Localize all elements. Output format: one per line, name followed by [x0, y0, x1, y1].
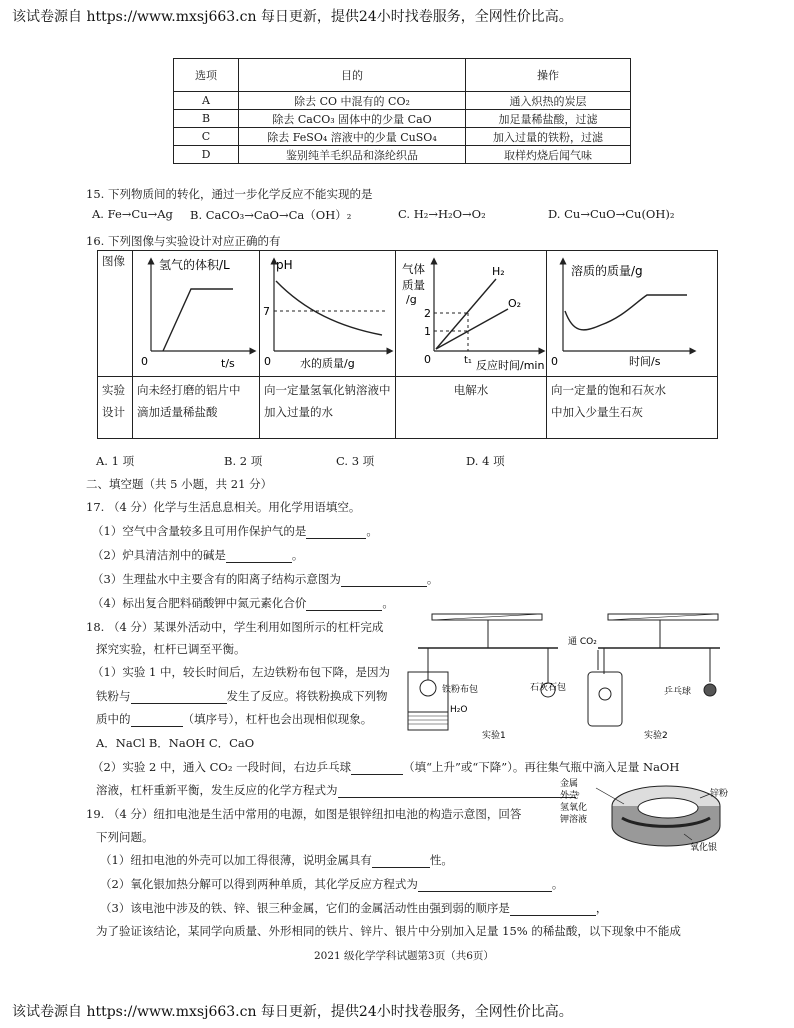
q17-item-text: （3）生理盐水中主要含有的阳离子结构示意图为: [92, 572, 341, 586]
q18-text: 质中的: [96, 712, 131, 726]
design-line: 中加入少量生石灰: [551, 405, 643, 419]
graph-ylabel: pH: [276, 258, 293, 272]
q15-option-a: A. Fe→Cu→Ag: [92, 207, 173, 221]
q19-text: （1）纽扣电池的外壳可以加工得很薄，说明金属具有: [100, 853, 372, 867]
graph-origin: 0: [551, 355, 558, 368]
graph-hydrogen-volume: [133, 251, 259, 373]
graph-cell-3: [396, 251, 547, 377]
graph-cell-4: [547, 251, 718, 377]
q18-text: （2）实验 2 中，通入 CO₂ 一段时间，右边乒乓球: [92, 760, 352, 774]
figure-caption: 实验2: [644, 731, 668, 741]
q17-item-text: （2）炉具清洁剂中的碱是: [92, 548, 226, 562]
table-header: 操作: [466, 59, 631, 92]
figure-label: 乒乓球: [664, 687, 692, 697]
q19-p2: [100, 876, 563, 892]
table-cell: 除去 CaCO₃ 固体中的少量 CaO: [239, 110, 466, 128]
table-row: [174, 110, 631, 128]
table-cell: B: [174, 110, 239, 128]
table-cell: 鉴别纯羊毛织品和涤纶织品: [239, 146, 466, 164]
q19-text: 性。: [429, 853, 453, 867]
figure-label: 氢氧化: [560, 803, 588, 813]
answer-blank[interactable]: [418, 891, 552, 892]
graph-ylabel: 质量: [402, 278, 425, 292]
design-line: 滴加适量稀盐酸: [137, 405, 218, 419]
design-cell-3: [396, 377, 547, 439]
q19-text: （2）氧化银加热分解可以得到两种单质，其化学反应方程式为: [100, 877, 418, 891]
q17-item-3: （3）生理盐水中主要含有的阳离子结构示意图为 。: [92, 572, 439, 586]
row-label-line: 设计: [102, 405, 125, 419]
graph-origin: 0: [264, 355, 271, 368]
table-cell: 加足量稀盐酸，过滤: [466, 110, 631, 128]
answer-blank[interactable]: [131, 703, 227, 704]
graph-cell-1: [133, 251, 260, 377]
design-line: 向未经打磨的铝片中: [137, 383, 241, 397]
q18-p1: （1）实验 1 中，较长时间后，左边铁粉布包下降，是因为: [92, 665, 390, 679]
bottom-banner: 该试卷源自 https://www.mxsj663.cn 每日更新，提供24小时找卷服务，全网性价比高。: [12, 1004, 573, 1020]
answer-blank[interactable]: [131, 726, 183, 727]
graph-tick: 7: [263, 305, 270, 318]
q18-text: 发生了反应。将铁粉换成下列物: [226, 689, 388, 703]
table-cell: 除去 FeSO₄ 溶液中的少量 CuSO₄: [239, 128, 466, 146]
figure-label: 外壳: [560, 791, 579, 801]
q16-option-c: C. 3 项: [336, 454, 375, 468]
table-cell: 取样灼烧后闻气味: [466, 146, 631, 164]
answer-blank[interactable]: [226, 562, 292, 563]
graph-tick: 2: [424, 307, 431, 320]
table-row: [174, 128, 631, 146]
table-row: [98, 377, 718, 439]
options-table: [173, 58, 631, 164]
lever-experiment-figure: [398, 612, 724, 750]
row-label: [98, 377, 133, 439]
answer-blank[interactable]: [510, 915, 596, 916]
figure-label: 通 CO₂: [568, 637, 597, 647]
q18-text: 溶液，杠杆重新平衡，发生反应的化学方程式为: [96, 783, 338, 797]
graph-xlabel: 时间/s: [629, 355, 661, 368]
q18-p2: [96, 782, 587, 798]
q15-option-b: B. CaCO₃→CaO→Ca（OH）₂: [190, 208, 352, 222]
graph-electrolysis: [396, 251, 546, 373]
answer-blank[interactable]: [341, 586, 427, 587]
table-cell: A: [174, 92, 239, 110]
graph-xlabel: t/s: [221, 357, 235, 370]
table-header: 选项: [174, 59, 239, 92]
answer-blank[interactable]: [372, 867, 430, 868]
q16-option-a: A. 1 项: [96, 454, 135, 468]
q19-p3: [100, 900, 607, 916]
design-line: 加入过量的水: [264, 405, 333, 419]
table-cell: D: [174, 146, 239, 164]
q18-stem: 探究实验，杠杆已调至平衡。: [96, 642, 246, 656]
q19-p1: [100, 852, 453, 868]
graph-xlabel: 反应时间/min: [476, 359, 545, 372]
graph-ylabel: /g: [406, 293, 417, 306]
graph-ylabel: 氢气的体积/L: [159, 258, 230, 272]
q15-option-c: C. H₂→H₂O→O₂: [398, 207, 486, 221]
q16-stem: 16. 下列图像与实验设计对应正确的有: [86, 234, 281, 248]
q19-p4: 为了验证该结论，某同学向质量、外形相同的铁片、锌片、银片中分别加入足量 15% 的稀盐酸，以下现象中不能成: [96, 924, 681, 938]
graph-solute-mass: [547, 251, 697, 373]
design-line: 电解水: [453, 383, 489, 397]
q16-option-d: D. 4 项: [466, 454, 505, 468]
q18-text: 。: [575, 783, 587, 797]
q17-item-text: （4）标出复合肥料硝酸钾中氮元素化合价: [92, 596, 307, 610]
graph-xtick: t₁: [464, 355, 472, 366]
answer-blank[interactable]: [351, 774, 403, 775]
top-banner: 该试卷源自 https://www.mxsj663.cn 每日更新，提供24小时找卷服务，全网性价比高。: [12, 9, 573, 25]
graph-ylabel: 溶质的质量/g: [571, 264, 643, 278]
design-line: 向一定量的饱和石灰水: [551, 383, 666, 397]
q18-stem: 18. （4 分）某课外活动中，学生利用如图所示的杠杆完成: [86, 620, 384, 634]
graph-series-label: O₂: [508, 297, 522, 310]
graph-series-label: H₂: [492, 265, 505, 278]
q15-stem: 15. 下列物质间的转化，通过一步化学反应不能实现的是: [86, 187, 373, 201]
q17-item-2: （2）炉具清洁剂中的碱是 。: [92, 548, 304, 562]
q19-text: 。: [551, 877, 564, 891]
q17-item-text: （1）空气中含量较多且可用作保护气的是: [92, 524, 307, 538]
table-header: 目的: [239, 59, 466, 92]
figure-label: 锌粉: [710, 789, 728, 799]
button-battery-figure: [560, 774, 728, 858]
q19-text: ，: [595, 901, 608, 915]
graph-xlabel: 水的质量/g: [300, 357, 355, 370]
graph-ph: [260, 251, 395, 373]
q18-options: A．NaCl B．NaOH C．CaO: [96, 736, 255, 750]
table-cell: 加入过量的铁粉，过滤: [466, 128, 631, 146]
q18-p2: [92, 759, 679, 775]
q18-text: 铁粉与: [96, 689, 131, 703]
table-header-row: [174, 59, 631, 92]
graph-origin: 0: [141, 355, 148, 368]
figure-label: 金属: [560, 779, 579, 789]
q17-item-1: （1）空气中含量较多且可用作保护气的是 。: [92, 524, 378, 538]
q19-stem: 19. （4 分）纽扣电池是生活中常用的电源，如图是银锌纽扣电池的构造示意图，回答: [86, 807, 522, 821]
design-line: 向一定量氢氧化钠溶液中: [264, 383, 391, 397]
graph-ylabel: 气体: [402, 262, 425, 276]
table-cell: C: [174, 128, 239, 146]
design-cell-1: [133, 377, 260, 439]
table-row: [174, 146, 631, 164]
table-row: [174, 92, 631, 110]
answer-blank[interactable]: [306, 610, 382, 611]
row-label: 图像: [98, 251, 133, 377]
design-cell-2: [260, 377, 396, 439]
graph-cell-2: [260, 251, 396, 377]
table-cell: 除去 CO 中混有的 CO₂: [239, 92, 466, 110]
q18-p1: [96, 711, 372, 727]
row-label-line: 实验: [102, 383, 125, 397]
answer-blank[interactable]: [338, 797, 576, 798]
q17-item-4: （4）标出复合肥料硝酸钾中氮元素化合价 。: [92, 596, 394, 610]
figure-label: H₂O: [450, 705, 468, 715]
section-heading: 二、填空题（共 5 小题，共 21 分）: [86, 477, 273, 491]
figure-label: 铁粉布包: [442, 685, 479, 695]
answer-blank[interactable]: [306, 538, 366, 539]
q18-text: （填“上升”或“下降”）。再往集气瓶中滴入足量 NaOH: [403, 760, 680, 774]
q19-text: （3）该电池中涉及的铁、锌、银三种金属，它们的金属活动性由强到弱的顺序是: [100, 901, 510, 915]
q16-option-b: B. 2 项: [224, 454, 263, 468]
graph-origin: 0: [424, 353, 431, 366]
page-footer: 2021 级化学学科试题第3页（共6页）: [314, 950, 494, 962]
figure-label: 石灰石包: [530, 683, 567, 693]
table-cell: 通入炽热的炭层: [466, 92, 631, 110]
design-cell-4: [547, 377, 718, 439]
figure-label: 氧化银: [690, 843, 718, 853]
q17-stem: 17. （4 分）化学与生活息息相关。用化学用语填空。: [86, 500, 361, 514]
figure-caption: 实验1: [482, 731, 506, 741]
table-row: [98, 251, 718, 377]
graph-tick: 1: [424, 325, 431, 338]
q15-option-d: D. Cu→CuO→Cu(OH)₂: [548, 207, 675, 221]
figure-label: 钾溶液: [560, 815, 588, 825]
q18-p1: [96, 688, 388, 704]
q16-table: [97, 250, 718, 439]
q18-text: （填序号），杠杆也会出现相似现象。: [182, 712, 373, 726]
q19-stem: 下列问题。: [96, 830, 154, 844]
